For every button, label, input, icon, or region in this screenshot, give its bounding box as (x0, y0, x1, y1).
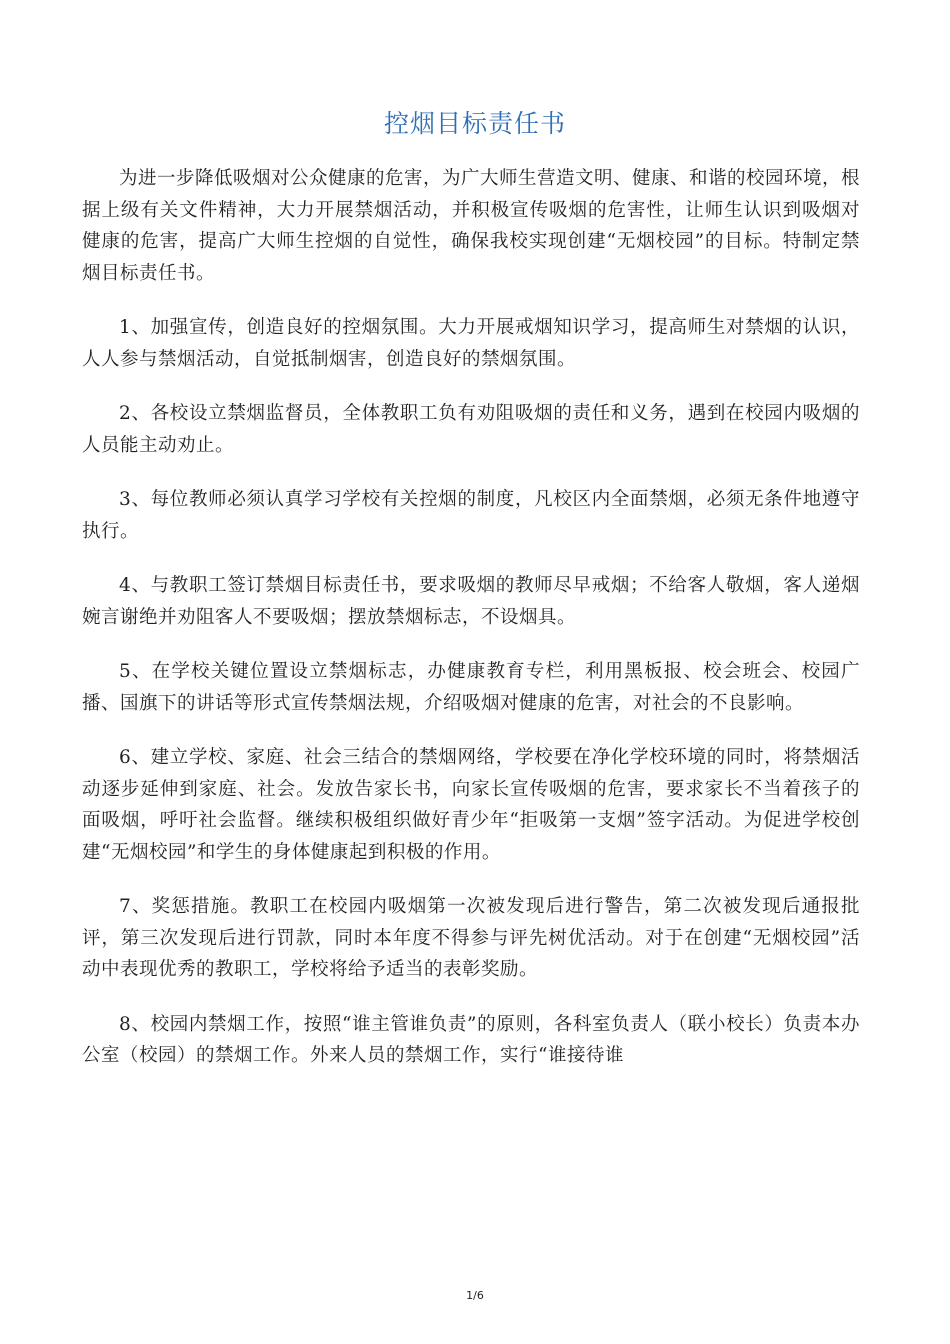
page-number: 1/6 (466, 1289, 484, 1302)
item-3-paragraph: 3、每位教师必须认真学习学校有关控烟的制度，凡校区内全面禁烟，必须无条件地遵守执行。 (82, 489, 860, 542)
item-2-paragraph: 2、各校设立禁烟监督员，全体教职工负有劝阻吸烟的责任和义务，遇到在校园内吸烟的人员能主动劝止。 (82, 403, 860, 456)
item-5-paragraph: 5、在学校关键位置设立禁烟标志，办健康教育专栏，利用黑板报、校会班会、校园广播、国旗下的讲话等形式宣传禁烟法规，介绍吸烟对健康的危害，对社会的不良影响。 (82, 661, 860, 714)
item-6-paragraph: 6、建立学校、家庭、社会三结合的禁烟网络，学校要在净化学校环境的同时，将禁烟活动逐步延伸到家庭、社会。发放告家长书，向家长宣传吸烟的危害，要求家长不当着孩子的面吸烟，呼吁社会监督。继续积极组织做好青少年“拒吸第一支烟”签字活动。为促进学校创建“无烟校园”和学生的身体健康起到积极的作用。 (82, 747, 860, 863)
item-8-paragraph: 8、校园内禁烟工作，按照“谁主管谁负责”的原则，各科室负责人（联小校长）负责本办公室（校园）的禁烟工作。外来人员的禁烟工作，实行“谁接待谁 (82, 1013, 860, 1066)
intro-paragraph: 为进一步降低吸烟对公众健康的危害，为广大师生营造文明、健康、和谐的校园环境，根据上级有关文件精神，大力开展禁烟活动，并积极宣传吸烟的危害性，让师生认识到吸烟对健康的危害，提高广大师生控烟的自觉性，确保我校实现创建“无烟校园”的目标。特制定禁烟目标责任书。 (82, 168, 861, 284)
document-body (82, 163, 860, 1095)
item-1-paragraph: 1、加强宣传，创造良好的控烟氛围。大力开展戒烟知识学习，提高师生对禁烟的认识，人人参与禁烟活动，自觉抵制烟害，创造良好的禁烟氛围。 (82, 317, 860, 370)
document-title: 控烟目标责任书 (383, 109, 566, 138)
item-4-paragraph: 4、与教职工签订禁烟目标责任书，要求吸烟的教师尽早戒烟；不给客人敬烟，客人递烟婉言谢绝并劝阻客人不要吸烟；摆放禁烟标志，不设烟具。 (82, 575, 860, 628)
item-7-paragraph: 7、奖惩措施。教职工在校园内吸烟第一次被发现后进行警告，第二次被发现后通报批评，第三次发现后进行罚款，同时本年度不得参与评先树优活动。对于在创建“无烟校园”活动中表现优秀的教职工，学校将给予适当的表彰奖励。 (82, 896, 860, 980)
